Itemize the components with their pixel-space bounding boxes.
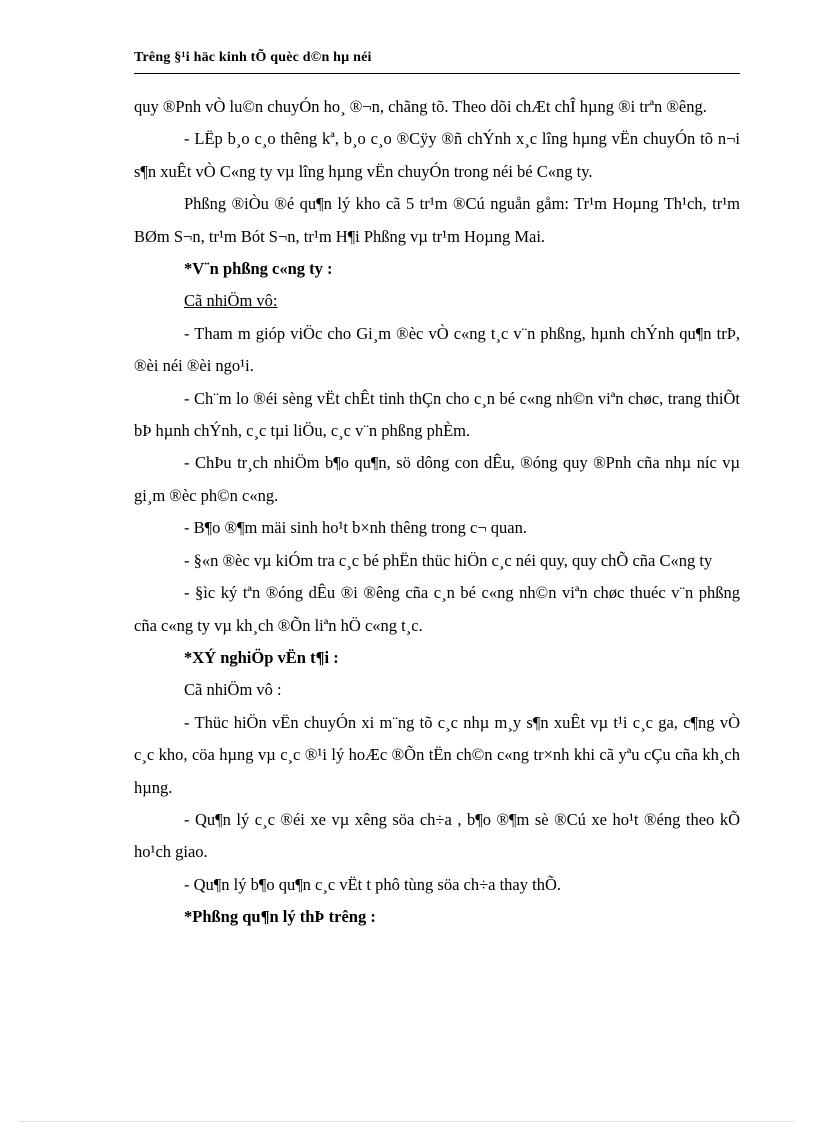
duties-label-text: Cã nhiÖm vô: <box>184 291 278 311</box>
paragraph: quy ®Pnh vÒ lu©n chuyÓn ho¸ ®¬n, chãng tõ. Theo dõi chÆt chÎ hµng ®i trªn ®êng. <box>134 97 707 116</box>
paragraph: Phßng ®iÒu ®é qu¶n lý kho cã 5 tr¹m ®Cú nguån gåm: Tr¹m Hoµng Th¹ch, tr¹m BØm S¬n, tr¹m Bót S¬n, tr¹m H¶i Phßng vµ tr¹m Hoµng Mai. <box>134 194 740 246</box>
section-heading-office: *V¨n phßng c«ng ty : <box>184 259 333 279</box>
page-header: Trêng §¹i häc kinh tÕ quèc d©n hµ néi <box>134 50 372 65</box>
header-rule <box>134 73 740 74</box>
paragraph: - Qu¶n lý c¸c ®éi xe vµ xêng söa ch÷a , b¶o ®¶m sè ®Cú xe ho¹t ®éng theo kÕ ho¹ch giao. <box>134 809 740 862</box>
paragraph: - §«n ®èc vµ kiÓm tra c¸c bé phËn thüc hiÖn c¸c néi quy, quy chÕ cña C«ng ty <box>184 550 713 570</box>
paragraph: - Ch¨m lo ®éi sèng vËt chÊt tinh thÇn cho c¸n bé c«ng nh©n viªn chøc, trang thiÕt bÞ hµnh chÝnh, c¸c tµi liÖu, c¸c v¨n phßng phÈm. <box>134 388 740 441</box>
paragraph: - Thüc hiÖn vËn chuyÓn xi m¨ng tõ c¸c nhµ m¸y s¶n xuÊt vµ t¹i c¸c ga, c¶ng vÒ c¸c kho, cöa hµng vµ c¸c ®¹i lý hoÆc ®Õn tËn ch©n c«ng tr×nh khi cã yªu cÇu cña kh¸ch hµng. <box>134 712 740 797</box>
paragraph: - ChÞu tr¸ch nhiÖm b¶o qu¶n, sö dông con dÊu, ®óng quy ®Pnh cña nhµ níc vµ gi¸m ®èc ph©n c«ng. <box>134 453 740 505</box>
paragraph: - Tham m gióp viÖc cho Gi¸m ®èc vÒ c«ng t¸c v¨n phßng, hµnh chÝnh qu¶n trÞ, ®èi néi ®èi ngo¹i. <box>134 323 740 376</box>
duties-label <box>134 285 740 317</box>
section-heading-market: *Phßng qu¶n lý thÞ trêng : <box>184 907 376 927</box>
document-body <box>134 91 740 934</box>
paragraph: - B¶o ®¶m mäi sinh ho¹t b×nh thêng trong c¬ quan. <box>184 518 527 538</box>
section-heading-transport: *XÝ nghiÖp vËn t¶i : <box>184 647 339 667</box>
paragraph: - LËp b¸o c¸o thêng kª, b¸o c¸o ®Cÿy ®ñ chÝnh x¸c lîng hµng vËn chuyÓn tõ n¬i s¶n xuÊt vÒ C«ng ty vµ lîng hµng vËn chuyÓn trong néi bé C«ng ty. <box>134 129 740 181</box>
paragraph: - Qu¶n lý b¶o qu¶n c¸c vËt t phô tùng söa ch÷a thay thÕ. <box>184 874 562 894</box>
paragraph: - §ìc ký tªn ®óng dÊu ®i ®êng cña c¸n bé c«ng nh©n viªn chøc thuéc v¨n phßng cña c«ng ty vµ kh¸ch ®Õn liªn hÖ c«ng t¸c. <box>134 583 740 635</box>
duties-label: Cã nhiÖm vô : <box>184 680 282 700</box>
page-bottom-border <box>20 1121 796 1122</box>
